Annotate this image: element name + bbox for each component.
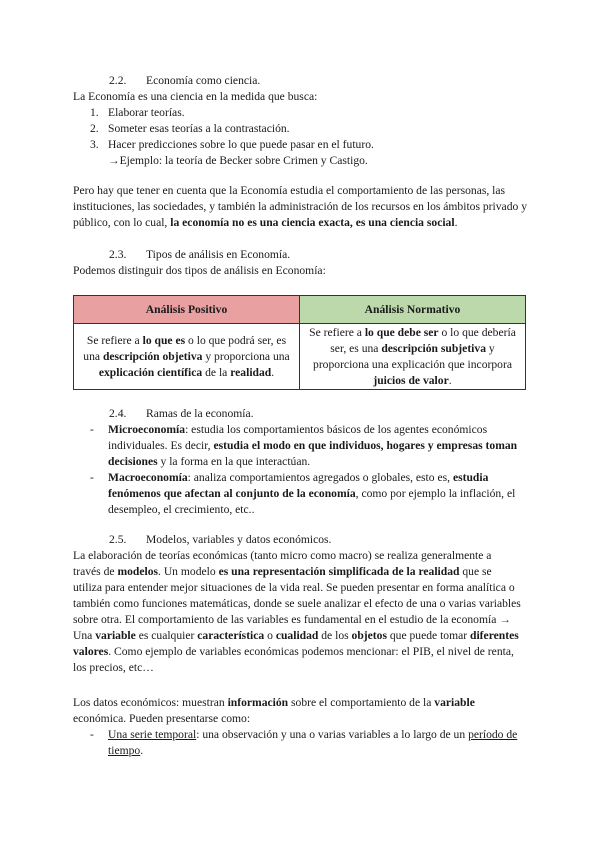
list-text: Elaborar teorías. bbox=[108, 106, 185, 119]
section-heading-2-5 bbox=[109, 532, 331, 548]
emphasis: la economía no es una ciencia exacta, es una ciencia social bbox=[170, 216, 455, 229]
section-heading-2-2 bbox=[109, 73, 260, 89]
list-item bbox=[90, 137, 374, 153]
time-series-item: Una serie temporal: una observación y una o varias variables a lo largo de un período de tiempo. bbox=[108, 728, 518, 757]
macroeconomics-item: Macroeconomía: analiza comportamientos agregados o globales, esto es, estudia fenómenos que afectan al conjunto de la economía, como por ejemplo la inflación, el desempleo, el crecimiento, etc.. bbox=[108, 471, 516, 516]
list-item bbox=[90, 121, 290, 137]
section-title: Ramas de la economía. bbox=[146, 407, 254, 420]
section-number: 2.5. bbox=[109, 533, 127, 546]
list-number: 1. bbox=[90, 106, 99, 119]
microeconomics-item: Microeconomía: estudia los comportamientos básicos de los agentes económicos individuales. Es decir, estudia el modo en que individuos, hogares y empresas toman decisiones y la forma en la que interactúan. bbox=[108, 423, 518, 468]
paragraph-data: Los datos económicos: muestran información sobre el comportamiento de la variable económica. Pueden presentarse como: bbox=[73, 696, 475, 725]
section-title: Modelos, variables y datos económicos. bbox=[146, 533, 332, 546]
intro-line: Podemos distinguir dos tipos de análisis en Economía: bbox=[73, 264, 326, 277]
analysis-table bbox=[73, 295, 526, 390]
positive-description: Se refiere a lo que es o lo que podrá ser, es una descripción objetiva y proporciona una explicación científica de la realidad. bbox=[74, 324, 300, 390]
section-number: 2.4. bbox=[109, 407, 127, 420]
section-number: 2.3. bbox=[109, 248, 127, 261]
positive-header: Análisis Positivo bbox=[74, 296, 300, 324]
normative-header: Análisis Normativo bbox=[300, 296, 526, 324]
example-line: →Ejemplo: la teoría de Becker sobre Crimen y Castigo. bbox=[108, 154, 368, 167]
paragraph-models: La elaboración de teorías económicas (tanto micro como macro) se realiza generalmente a través de modelos. Un modelo es una representación simplificada de la realidad que se utiliza para entender mejor situaciones de la vida real. Se pueden presentar en forma analítica o también como funciones matemáticas, donde se suele analizar el efecto de una o varias variables sobre otra. El comportamiento de las variables es fundamental en el estudio de la economía → Una variable es cualquier característica o cualidad de los objetos que puede tomar diferentes valores. Como ejemplo de variables económicas podemos mencionar: el PIB, el nivel de renta, los precios, etc… bbox=[73, 549, 521, 674]
bullet-marker: - bbox=[90, 423, 94, 436]
section-title: Tipos de análisis en Economía. bbox=[146, 248, 291, 261]
normative-description: Se refiere a lo que debe ser o lo que debería ser, es una descripción subjetiva y proporciona una explicación que incorpora juicios de valor. bbox=[300, 324, 526, 390]
list-text: Hacer predicciones sobre lo que puede pasar en el futuro. bbox=[108, 138, 374, 151]
list-text: Someter esas teorías a la contrastación. bbox=[108, 122, 290, 135]
bullet-marker: - bbox=[90, 728, 94, 741]
intro-line: La Economía es una ciencia en la medida que busca: bbox=[73, 90, 318, 103]
list-item bbox=[90, 105, 185, 121]
section-title: Economía como ciencia. bbox=[146, 74, 261, 87]
section-heading-2-3 bbox=[109, 247, 290, 263]
list-number: 2. bbox=[90, 122, 99, 135]
paragraph-social-science: Pero hay que tener en cuenta que la Economía estudia el comportamiento de las personas, las instituciones, las sociedades, y también la administración de los recursos en los ámbitos privado y público, con lo cual, la economía no es una ciencia exacta, es una ciencia social. bbox=[73, 184, 527, 229]
section-number: 2.2. bbox=[109, 74, 127, 87]
list-number: 3. bbox=[90, 138, 99, 151]
section-heading-2-4 bbox=[109, 406, 254, 422]
bullet-marker: - bbox=[90, 471, 94, 484]
